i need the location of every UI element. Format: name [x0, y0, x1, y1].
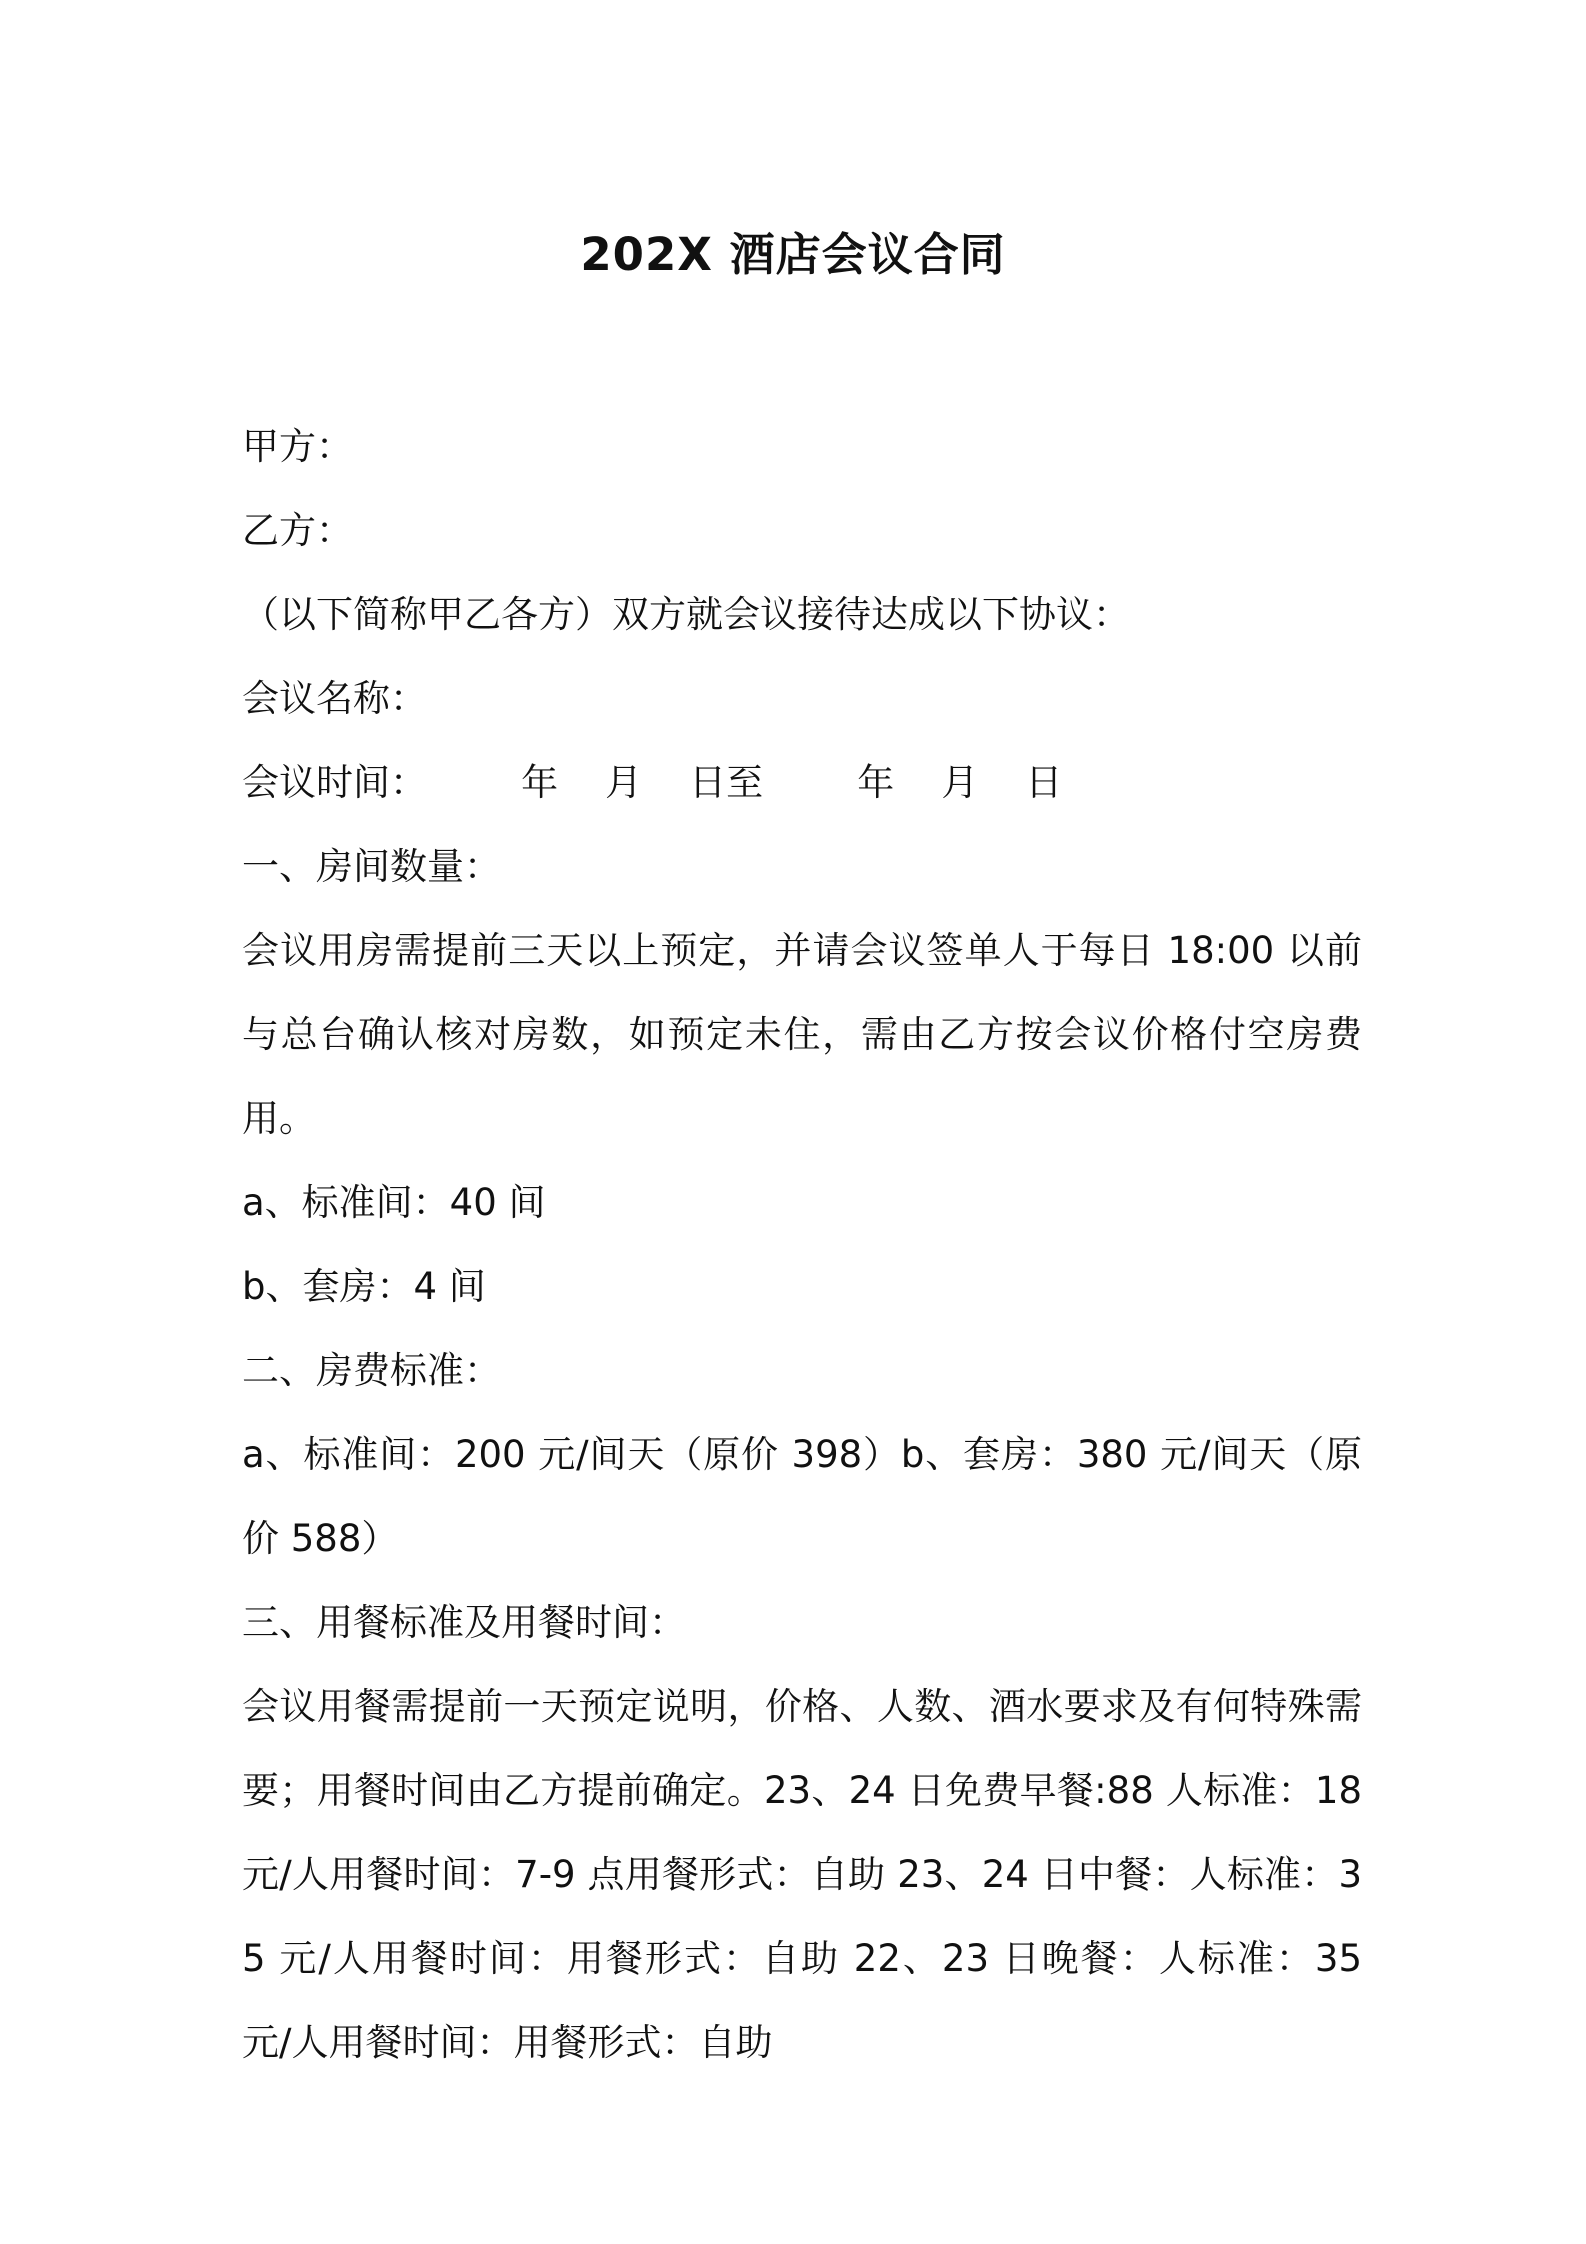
section-1-heading: 一、房间数量：: [242, 845, 501, 888]
section-2-body: a、标准间：200 元/间天（原价 398）b、套房：380 元/间天（原价 588）: [242, 1433, 1362, 1560]
section-3-heading: 三、用餐标准及用餐时间：: [242, 1601, 686, 1644]
section-1-item-a: a、标准间：40 间: [242, 1181, 546, 1224]
document-title: 202X 酒店会议合同: [580, 228, 1006, 281]
meeting-time-line: 会议时间： 年 月 日至 年 月 日: [242, 761, 1063, 804]
section-2-heading: 二、房费标准：: [242, 1349, 501, 1392]
party-b-line: 乙方：: [242, 509, 353, 552]
contract-body: [242, 405, 1362, 2085]
preamble-line: （以下简称甲乙各方）双方就会议接待达成以下协议：: [242, 593, 1130, 636]
party-a-line: 甲方：: [242, 425, 353, 468]
meeting-name-line: 会议名称：: [242, 677, 427, 720]
section-1-body: 会议用房需提前三天以上预定，并请会议签单人于每日 18:00 以前与总台确认核对房数，如预定未住，需由乙方按会议价格付空房费用。: [242, 929, 1362, 1140]
section-1-item-b: b、套房：4 间: [242, 1265, 486, 1308]
section-3-body: 会议用餐需提前一天预定说明，价格、人数、酒水要求及有何特殊需要；用餐时间由乙方提前确定。23、24 日免费早餐:88 人标准：18 元/人用餐时间：7-9 点用餐形式：自助 23、24 日中餐：人标准：35 元/人用餐时间：用餐形式：自助 22、23 日晚餐：人标准：35 元/人用餐时间：用餐形式：自助: [242, 1685, 1362, 2064]
